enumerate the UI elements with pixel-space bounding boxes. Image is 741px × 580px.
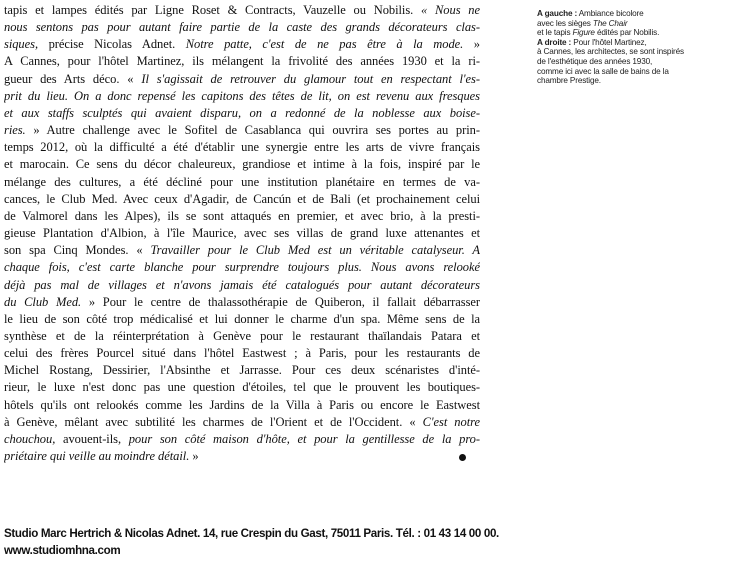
article-line: gieuse Plantation d'Albion, à l'île Maurice, avec ses villas de grand luxe attenantes et (4, 226, 480, 241)
article-line: Michel Rostang, Dessirier, l'Absinthe et Jarrasse. Pour ces deux scénaristes d'inté- (4, 363, 480, 378)
article-line: mélange des cultures, a été décliné pour une institution planétaire en termes de va- (4, 174, 480, 189)
article-line: rieur, le luxe n'est donc pas une question d'étoiles, tel que le prouvent les boutiques- (4, 380, 480, 395)
article-line: siques, précise Nicolas Adnet. Notre patte, c'est de ne pas être à la mode. » (4, 37, 480, 52)
caption-right-heading: A droite : (537, 37, 572, 47)
caption-right: A droite : Pour l'hôtel Martinez, à Cannes, les architectes, se sont inspirés de l'esthétique des années 1930, comme ici avec la salle de bains de la chambre Prestige. (537, 37, 684, 86)
caption-left-heading: A gauche : (537, 9, 578, 18)
article-line: A Cannes, pour l'hôtel Martinez, ils mélangent la frivolité des années 1930 et la ri- (4, 54, 480, 69)
article-line: son spa Cinq Mondes. « Travailler pour le Club Med est un véritable catalyseur. A (4, 243, 480, 258)
article-line: cances, le Club Med. Avec ceux d'Agadir, de Cancún et de Bali (et prochainement celui (4, 191, 480, 206)
article-line: priétaire qui veille au moindre détail. » (4, 448, 480, 465)
article-line: et marocain. Ce sens du décor chaleureux, grandiose et intime à la fois, inspiré par le (4, 157, 480, 172)
end-bullet-icon (459, 454, 466, 461)
article-line: chouchou, avouent-ils, pour son côté maison d'hôte, et pour la gentillesse de la pro- (4, 431, 480, 446)
article-line: ries. » Autre challenge avec le Sofitel de Casablanca qui ouvrira ses portes au prin- (4, 123, 480, 138)
article-line: et aux staffs sculptés qui avaient disparu, on a redonné de la noblesse aux boise- (4, 105, 480, 120)
article-line: nous sentons pas pour autant faire partie de la caste des grands décorateurs clas- (4, 20, 480, 35)
article-line: déjà pas mal de villages et n'avons jamais été catalogués pour autant décorateurs (4, 277, 480, 292)
article-line: celui des frères Pourcel situé dans l'hôtel Eastwest ; à Paris, pour les restaurants de (4, 346, 480, 361)
article-line: gueur des Arts déco. « Il s'agissait de retrouver du glamour tout en respectant l'es- (4, 71, 480, 86)
photo-caption (537, 9, 737, 86)
article-line: du Club Med. » Pour le centre de thalassothérapie de Quiberon, il fallait débarrasser (4, 294, 480, 309)
article-line: le lieu de son côté trop médicalisé et lui donner le charme d'un spa. Même sens de la (4, 311, 480, 326)
article-line: temps 2012, où la difficulté a été d'établir une synergie entre les arts de vivre français (4, 140, 480, 155)
article-line: tapis et lampes édités par Ligne Roset & Contracts, Vauzelle ou Nobilis. « Nous ne (4, 3, 480, 17)
article-line: de Valmorel dans les Alpes), ils se sont attaqués en premier, et avec brio, à la presti- (4, 208, 480, 223)
article-line: hôtels qu'ils ont relookés comme les Jardins de la Villa à Paris ou encore le Eastwest (4, 397, 480, 412)
article-line: synthèse et de la réinterprétation à Genève pour le restaurant thaïlandais Patara et (4, 328, 480, 343)
article-footer (4, 525, 499, 559)
studio-website[interactable]: www.studiomhna.com (4, 544, 121, 557)
caption-left: A gauche : Ambiance bicolore avec les sièges The Chair et le tapis Figure édités par Nobilis. (537, 9, 660, 38)
article-body (4, 2, 480, 465)
article-line: chaque fois, c'est carte blanche pour surprendre toujours plus. Nous avons relooké (4, 260, 480, 275)
article-line: prit du lieu. On a donc repensé les capitons des têtes de lit, on est revenu aux fresques (4, 88, 480, 103)
article-line: à Genève, mêlant avec subtilité les charmes de l'Orient et de l'Occident. « C'est notre (4, 414, 480, 429)
studio-address: Studio Marc Hertrich & Nicolas Adnet. 14, rue Crespin du Gast, 75011 Paris. Tél. : 01 43 14 00 00. (4, 527, 499, 540)
